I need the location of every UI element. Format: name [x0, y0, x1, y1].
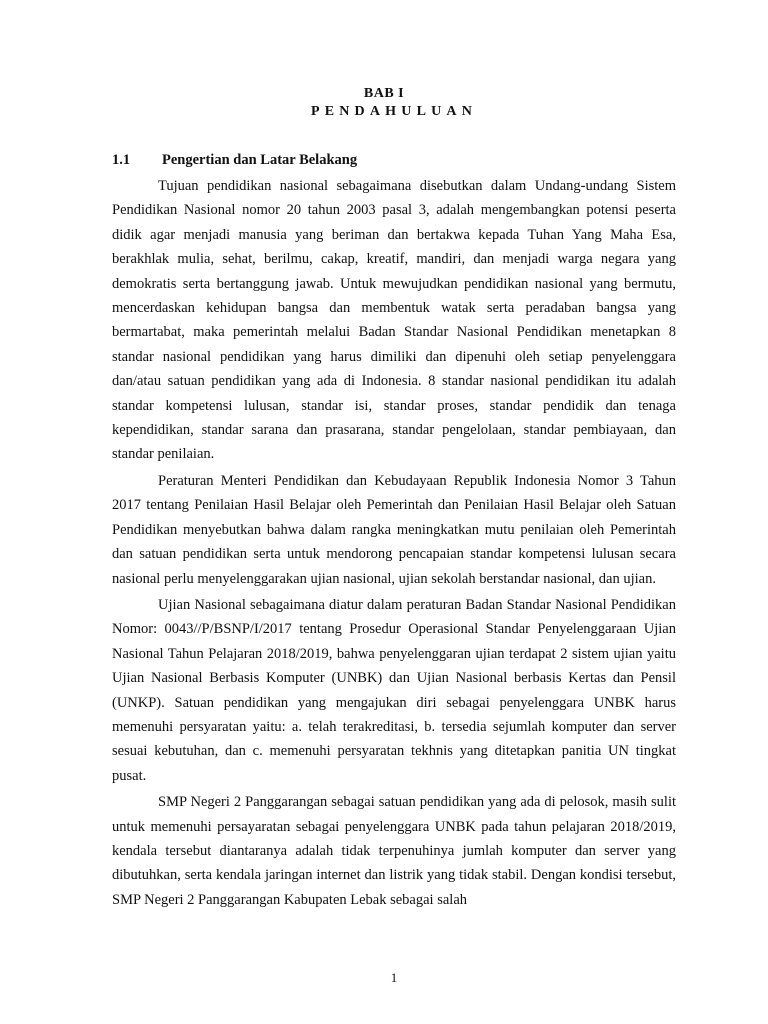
section-title: Pengertian dan Latar Belakang	[162, 152, 358, 168]
chapter-title: PENDAHULUAN	[310, 104, 478, 119]
paragraph: SMP Negeri 2 Panggarangan sebagai satuan pendidikan yang ada di pelosok, masih sulit untuk memenuhi persayaratan sebagai penyelenggara UNBK pada tahun pelajaran 2018/2019, kendala tersebut diantaranya adalah tidak terpenuhinya jumlah komputer dan server yang dibutuhkan, serta kendala jaringan internet dan listrik yang tidak stabil. Dengan kondisi tersebut, SMP Negeri 2 Panggarangan Kabupaten Lebak sebagai salah	[112, 794, 676, 908]
page-number: 1	[390, 970, 398, 985]
paragraph: Peraturan Menteri Pendidikan dan Kebudayaan Republik Indonesia Nomor 3 Tahun 2017 tentang Penilaian Hasil Belajar oleh Pemerintah dan Penilaian Hasil Belajar oleh Satuan Pendidikan menyebutkan bahwa dalam rangka meningkatkan mutu penilaian oleh Pemerintah dan satuan pendidikan serta untuk mendorong pencapaian standar kompetensi lulusan secara nasional perlu menyelenggarakan ujian nasional, ujian sekolah berstandar nasional, dan ujian.	[112, 472, 676, 587]
section-number: 1.1	[112, 152, 131, 168]
section-heading	[112, 152, 357, 169]
paragraph: Tujuan pendidikan nasional sebagaimana disebutkan dalam Undang-undang Sistem Pendidikan Nasional nomor 20 tahun 2003 pasal 3, adalah mengembangkan potensi peserta didik agar menjadi manusia yang beriman dan bertakwa kepada Tuhan Yang Maha Esa, berakhlak mulia, sehat, berilmu, cakap, kreatif, mandiri, dan menjadi warga negara yang demokratis serta bertanggung jawab. Untuk mewujudkan pendidikan nasional yang bermutu, mencerdaskan kehidupan bangsa dan membentuk watak serta peradaban bangsa yang bermartabat, maka pemerintah melalui Badan Standar Nasional Pendidikan menetapkan 8 standar nasional pendidikan yang harus dimiliki dan dipenuhi oleh setiap penyelenggara dan/atau satuan pendidikan yang ada di Indonesia. 8 standar nasional pendidikan itu adalah standar kompetensi lulusan, standar isi, standar proses, standar pendidik dan tenaga kependidikan, standar sarana dan prasarana, standar pengelolaan, standar pembiayaan, dan standar penilaian.	[112, 178, 676, 463]
chapter-label: BAB I	[363, 86, 405, 101]
body-text	[112, 174, 676, 914]
paragraph: Ujian Nasional sebagaimana diatur dalam peraturan Badan Standar Nasional Pendidikan Nomor: 0043//P/BSNP/I/2017 tentang Prosedur Operasional Standar Penyelenggaraan Ujian Nasional Tahun Pelajaran 2018/2019, bahwa penyelenggaran ujian terdapat 2 sistem ujian yaitu Ujian Nasional Berbasis Komputer (UNBK) dan Ujian Nasional berbasis Kertas dan Pensil (UNKP). Satuan pendidikan yang mengajukan diri sebagai penyelenggara UNBK harus memenuhi persyaratan yaitu: a. telah terakreditasi, b. tersedia sejumlah komputer dan server sesuai kebutuhan, dan c. memenuhi persyaratan tekhnis yang ditetapkan panitia UN tingkat pusat.	[112, 596, 676, 784]
